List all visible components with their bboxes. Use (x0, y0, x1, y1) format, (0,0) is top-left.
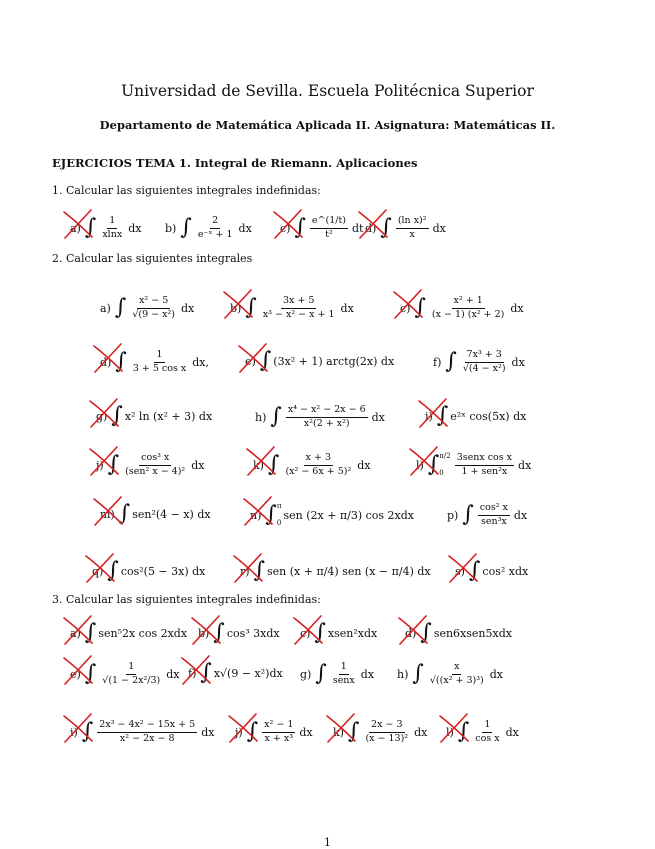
fraction (100, 662, 162, 687)
exercise-label: a) (70, 221, 81, 235)
differential: dx (518, 458, 532, 472)
exercise-label: l) (446, 725, 454, 739)
exercise-item (400, 296, 524, 321)
exercise-item (188, 662, 283, 684)
integrand: (3x² + 1) arctg(2x) dx (273, 354, 395, 368)
exercise-label: k) (333, 725, 344, 739)
denominator: √((x² + 3)³) (429, 674, 484, 686)
integral-sign: ∫ (180, 215, 192, 241)
denominator: x³ − x² − x + 1 (262, 308, 335, 320)
exercise-item (255, 405, 385, 430)
question-1: 1. Calcular las siguientes integrales indefinidas: (52, 184, 321, 197)
exercise-item (235, 720, 313, 745)
integral-sign: ∫ (270, 404, 282, 430)
integral-sign: ∫ (294, 215, 306, 241)
denominator: sen³x (480, 515, 507, 527)
integral-sign: ∫ (246, 719, 259, 745)
numerator: x² − 1 (262, 720, 295, 733)
exercise-label: b) (198, 626, 210, 640)
differential: dx (166, 667, 180, 681)
integrand: e²ˣ cos(5x) dx (450, 409, 527, 423)
denominator: 1 + sen²x (461, 465, 508, 477)
exercise-label: b) (165, 221, 177, 235)
differential: dx (299, 725, 313, 739)
denominator: x + x³ (264, 732, 294, 744)
integral-sign: ∫ (253, 558, 266, 583)
exercise-item (253, 453, 371, 478)
denominator: x (409, 228, 415, 240)
fraction (396, 216, 429, 241)
integral-sign: ∫ (314, 620, 326, 645)
differential: dx (201, 725, 215, 739)
exercise-item (70, 720, 214, 745)
integral-sign: ∫ (245, 295, 257, 321)
fraction (331, 662, 357, 687)
denominator: √(9 − x²) (132, 308, 176, 320)
integral-sign: ∫ (436, 403, 449, 428)
integral-sign: ∫ (84, 215, 97, 241)
exercise-label: i) (70, 725, 78, 739)
differential: dx (340, 301, 354, 315)
exercise-item (416, 453, 531, 478)
integral-sign: ∫ (267, 452, 280, 478)
exercise-label: f) (188, 666, 197, 680)
fraction (131, 350, 188, 375)
exercise-label: f) (433, 355, 442, 369)
integral-sign: ∫ (107, 452, 120, 478)
fraction (97, 720, 197, 745)
fraction (455, 453, 514, 478)
integrand: sen²(4 − x) dx (132, 507, 211, 521)
integral-sign: ∫ (468, 558, 481, 583)
question-2: 2. Calcular las siguientes integrales (52, 252, 253, 265)
integrand: cos³ 3xdx (226, 626, 280, 640)
exercise-item (230, 296, 354, 321)
fraction (363, 720, 410, 745)
exercise-label: a) (100, 301, 111, 315)
integrand: sen (x + π/4) sen (x − π/4) dx (267, 564, 431, 578)
differential: dx (238, 221, 252, 235)
exercise-item (96, 405, 212, 427)
exercise-label: d) (365, 221, 377, 235)
integrand: cos²(5 − 3x) dx (120, 564, 206, 578)
exercise-label: i) (425, 409, 433, 423)
exercise-item (70, 216, 141, 241)
exercise-label: a) (70, 626, 81, 640)
exercise-label: m) (100, 507, 115, 521)
denominator: √(4 − x²) (462, 362, 506, 374)
section-title: EJERCICIOS TEMA 1. Integral de Riemann. Aplicaciones (52, 156, 418, 170)
differential: dx, (192, 355, 209, 369)
differential: dx (513, 508, 528, 522)
fraction (130, 296, 177, 321)
numerator: 1 (126, 662, 136, 675)
integral-sign: ∫ (84, 620, 97, 645)
denominator: (sen² x − 4)² (125, 465, 186, 477)
integrand: cos² xdx (482, 564, 529, 578)
exercise-label: c) (400, 301, 411, 315)
question-3: 3. Calcular las siguientes integrales indefinidas: (52, 593, 321, 606)
numerator: 3senx cos x (455, 453, 514, 466)
integral-sign: ∫ (347, 719, 360, 745)
exercise-label: d) (405, 626, 417, 640)
integral-sign: ∫ (107, 558, 119, 583)
integral-sign: ∫ (265, 502, 277, 527)
differential: dx (510, 301, 524, 315)
integral-sign: ∫ (81, 719, 94, 745)
exercise-item (100, 503, 211, 525)
exercise-label: d) (100, 355, 112, 369)
numerator: 3x + 5 (281, 296, 316, 309)
fraction (310, 216, 348, 241)
differential: dt (351, 221, 364, 235)
exercise-label: e) (70, 667, 81, 681)
integral-sign: ∫ (111, 403, 123, 428)
denominator: (x − 13)² (365, 732, 409, 744)
page-number: 1 (324, 836, 331, 849)
fraction (478, 503, 510, 528)
exercise-item (447, 503, 527, 528)
integrand: x² ln (x² + 3) dx (124, 409, 213, 423)
denominator: cos x (475, 732, 500, 744)
integral-sign: ∫ (462, 502, 474, 528)
exercise-item (300, 662, 374, 687)
upper-limit: π/2 (439, 452, 451, 461)
fraction (262, 720, 295, 745)
numerator: x (452, 662, 461, 675)
upper-limit: π (276, 502, 282, 510)
exercise-item (92, 560, 205, 582)
exercise-item (245, 350, 394, 372)
differential: dx (371, 410, 385, 424)
exercise-label: g) (300, 667, 312, 681)
integral-sign: ∫ (414, 295, 426, 321)
integral-sign: ∫ (259, 348, 272, 373)
exercise-label: q) (92, 564, 104, 578)
exercise-item (280, 216, 363, 241)
numerator: x² + 1 (452, 296, 485, 309)
exercise-item (100, 350, 209, 375)
denominator: e⁻ˣ + 1 (197, 228, 233, 240)
exercise-item (300, 622, 377, 644)
exercise-label: p) (447, 508, 459, 522)
exercise-item (70, 622, 187, 644)
differential: dx (181, 301, 195, 315)
lower-limit: 0 (439, 469, 444, 478)
fraction (428, 662, 486, 687)
numerator: cos³ x (139, 453, 171, 466)
differential: dx (489, 667, 504, 681)
numerator: 2 (210, 216, 220, 229)
integrand: x√(9 − x²)dx (213, 666, 283, 680)
exercise-item (165, 216, 252, 241)
exercise-item (333, 720, 427, 745)
differential: dx (128, 221, 142, 235)
differential: dx (432, 221, 446, 235)
exercise-item (365, 216, 446, 241)
integral-sign: ∫ (445, 349, 457, 375)
numerator: x⁴ − x² − 2x − 6 (286, 405, 368, 418)
exercise-item (198, 622, 280, 644)
exercise-label: g) (96, 409, 108, 423)
lower-limit: 0 (276, 519, 282, 527)
exercise-item (446, 720, 519, 745)
exercise-item (70, 662, 180, 687)
numerator: cos² x (478, 503, 510, 516)
numerator: 1 (154, 350, 164, 363)
exercise-label: l) (416, 458, 424, 472)
exercise-item (425, 405, 526, 427)
exercise-label: k) (253, 458, 264, 472)
fraction (430, 296, 506, 321)
integral-sign: ∫ (380, 215, 392, 241)
fraction (286, 405, 368, 430)
department-subtitle: Departamento de Matemática Aplicada II. Asignatura: Matemáticas II. (99, 118, 556, 132)
integrand: sen (2x + π/3) cos 2xdx (283, 508, 415, 522)
differential: dx (360, 667, 375, 681)
numerator: 1 (482, 720, 492, 733)
exercise-item (397, 662, 503, 687)
exercise-item (240, 560, 431, 582)
denominator: x²(2 + x²) (303, 417, 350, 429)
integral-sign: ∫ (412, 661, 424, 687)
integrand: sen⁵2x cos 2xdx (98, 626, 188, 640)
integral-sign: ∫ (118, 501, 131, 526)
fraction (100, 216, 124, 241)
denominator: senx (332, 674, 355, 686)
numerator: (ln x)² (396, 216, 429, 229)
numerator: 2x − 3 (369, 720, 404, 733)
integrand: sen6xsen5xdx (433, 626, 512, 640)
denominator: (x² − 6x + 5)² (285, 465, 352, 477)
fraction (461, 350, 508, 375)
integral-sign: ∫ (427, 452, 440, 478)
integral-sign: ∫ (84, 661, 97, 687)
page-title: Universidad de Sevilla. Escuela Politécnica Superior (121, 82, 534, 100)
exercise-label: r) (240, 564, 250, 578)
denominator: xlnx (102, 228, 123, 240)
differential: dx (414, 725, 428, 739)
exercise-label: h) (255, 410, 267, 424)
integral-sign: ∫ (200, 660, 212, 685)
exercise-item (433, 350, 525, 375)
exercise-label: j) (235, 725, 243, 739)
integral-sign: ∫ (114, 295, 127, 321)
exercise-item (100, 296, 194, 321)
integral-sign: ∫ (315, 661, 327, 687)
denominator: x² − 2x − 8 (119, 732, 175, 744)
fraction (261, 296, 337, 321)
exercise-label: e) (245, 354, 256, 368)
integral-limits (277, 503, 282, 527)
numerator: e^(1/t) (310, 216, 348, 229)
integrand: xsen²xdx (327, 626, 378, 640)
integral-sign: ∫ (213, 620, 225, 645)
exercise-item (455, 560, 528, 582)
exercise-item (250, 503, 414, 527)
denominator: t² (325, 228, 333, 240)
fraction (283, 453, 353, 478)
differential: dx (357, 458, 371, 472)
fraction (473, 720, 501, 745)
exercise-label: j) (96, 458, 104, 472)
integral-sign: ∫ (420, 620, 432, 645)
differential: dx (191, 458, 205, 472)
fraction (123, 453, 187, 478)
integral-sign: ∫ (115, 349, 127, 375)
integral-sign: ∫ (457, 719, 470, 745)
denominator: 3 + 5 cos x (132, 362, 187, 374)
exercise-item (405, 622, 512, 644)
numerator: 1 (107, 216, 117, 229)
exercise-label: b) (230, 301, 242, 315)
numerator: x² − 5 (137, 296, 170, 309)
exercise-label: h) (397, 667, 409, 681)
differential: dx (505, 725, 519, 739)
numerator: 7x³ + 3 (465, 350, 504, 363)
fraction (196, 216, 235, 241)
differential: dx (511, 355, 525, 369)
exercise-label: c) (280, 221, 291, 235)
exercise-item (96, 453, 205, 478)
exercise-label: s) (455, 564, 465, 578)
numerator: x + 3 (304, 453, 333, 466)
denominator: (x − 1) (x² + 2) (431, 308, 505, 320)
exercise-label: c) (300, 626, 311, 640)
denominator: √(1 − 2x²/3) (102, 674, 161, 686)
integral-limits (439, 453, 450, 477)
numerator: 2x³ − 4x² − 15x + 5 (97, 720, 197, 733)
exercise-label: n) (250, 508, 262, 522)
numerator: 1 (339, 662, 349, 675)
